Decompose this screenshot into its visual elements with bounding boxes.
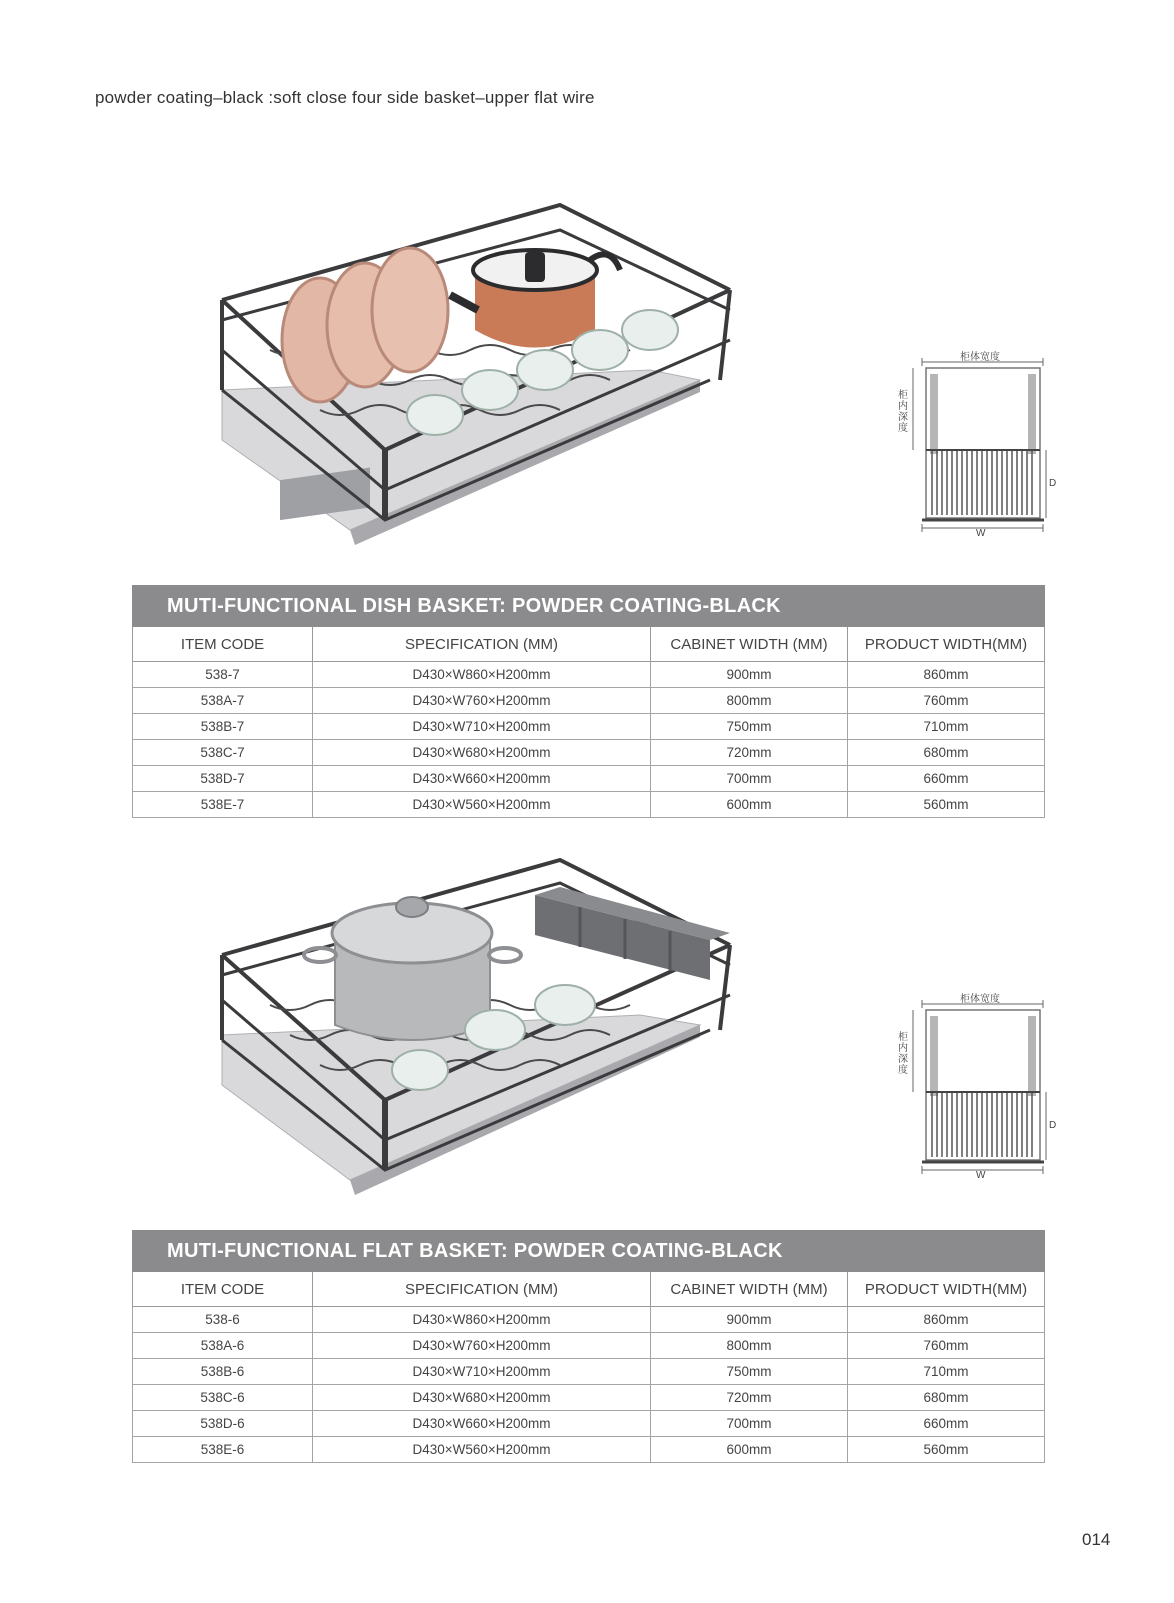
item-code-cell: 538A-6 [133, 1333, 313, 1359]
cabinet-width-cell: 900mm [651, 662, 848, 688]
specification-cell: D430×W760×H200mm [313, 1333, 651, 1359]
flat-basket-image [210, 855, 770, 1200]
cabinet-width-cell: 900mm [651, 1307, 848, 1333]
product-width-cell: 860mm [848, 662, 1045, 688]
table-row [133, 688, 1045, 714]
cabinet-width-cell: 720mm [651, 1385, 848, 1411]
item-code-cell: 538B-6 [133, 1359, 313, 1385]
specification-cell: D430×W680×H200mm [313, 740, 651, 766]
item-code-cell: 538D-6 [133, 1411, 313, 1437]
column-header-cabinet-width: CABINET WIDTH (MM) [651, 1272, 848, 1307]
cabinet-depth-label: 柜内深度 [898, 390, 908, 434]
width-label: W [976, 528, 986, 539]
item-code-cell: 538-7 [133, 662, 313, 688]
cabinet-width-cell: 800mm [651, 1333, 848, 1359]
specification-cell: D430×W860×H200mm [313, 662, 651, 688]
table-row [133, 1333, 1045, 1359]
table-row [133, 1411, 1045, 1437]
product-width-cell: 760mm [848, 1333, 1045, 1359]
cabinet-depth-label: 柜内深度 [898, 1032, 908, 1076]
cabinet-width-label: 柜体宽度 [960, 352, 1000, 363]
product-width-cell: 710mm [848, 1359, 1045, 1385]
item-code-cell: 538-6 [133, 1307, 313, 1333]
column-header-cabinet-width: CABINET WIDTH (MM) [651, 627, 848, 662]
specification-cell: D430×W680×H200mm [313, 1385, 651, 1411]
item-code-cell: 538A-7 [133, 688, 313, 714]
product-width-cell: 660mm [848, 766, 1045, 792]
specification-cell: D430×W560×H200mm [313, 792, 651, 818]
column-header-product-width: PRODUCT WIDTH(MM) [848, 627, 1045, 662]
flat-basket-spec-table [132, 1230, 1045, 1463]
product-width-cell: 660mm [848, 1411, 1045, 1437]
specification-cell: D430×W560×H200mm [313, 1437, 651, 1463]
column-header-item-code: ITEM CODE [133, 627, 313, 662]
table-row [133, 1437, 1045, 1463]
cabinet-width-cell: 700mm [651, 1411, 848, 1437]
specification-cell: D430×W710×H200mm [313, 1359, 651, 1385]
table-row [133, 740, 1045, 766]
table-row [133, 1359, 1045, 1385]
specification-cell: D430×W660×H200mm [313, 766, 651, 792]
item-code-cell: 538D-7 [133, 766, 313, 792]
specification-cell: D430×W660×H200mm [313, 1411, 651, 1437]
table-row [133, 792, 1045, 818]
cabinet-width-cell: 720mm [651, 740, 848, 766]
cabinet-width-cell: 700mm [651, 766, 848, 792]
depth-label: D [1049, 478, 1057, 489]
product-width-cell: 860mm [848, 1307, 1045, 1333]
product-width-cell: 710mm [848, 714, 1045, 740]
cabinet-width-cell: 600mm [651, 1437, 848, 1463]
cabinet-width-cell: 750mm [651, 714, 848, 740]
table-row [133, 766, 1045, 792]
depth-label: D [1049, 1120, 1057, 1131]
dish-basket-image [210, 200, 770, 560]
cabinet-width-cell: 800mm [651, 688, 848, 714]
cabinet-width-cell: 600mm [651, 792, 848, 818]
table-row [133, 714, 1045, 740]
product-width-cell: 760mm [848, 688, 1045, 714]
table-title: MUTI-FUNCTIONAL DISH BASKET: POWDER COATING-BLACK [133, 586, 1045, 627]
item-code-cell: 538B-7 [133, 714, 313, 740]
table-row [133, 1307, 1045, 1333]
cabinet-width-label: 柜体宽度 [960, 994, 1000, 1005]
page-number: 014 [1082, 1530, 1111, 1549]
table-row [133, 1385, 1045, 1411]
dish-basket-spec-table [132, 585, 1045, 818]
dimension-diagram-2 [898, 992, 1058, 1187]
product-width-cell: 560mm [848, 792, 1045, 818]
specification-cell: D430×W760×H200mm [313, 688, 651, 714]
column-header-item-code: ITEM CODE [133, 1272, 313, 1307]
page-header: powder coating–black :soft close four side basket–upper flat wire [95, 88, 595, 107]
width-label: W [976, 1170, 986, 1181]
cabinet-width-cell: 750mm [651, 1359, 848, 1385]
item-code-cell: 538E-7 [133, 792, 313, 818]
column-header-specification: SPECIFICATION (MM) [313, 627, 651, 662]
product-width-cell: 560mm [848, 1437, 1045, 1463]
specification-cell: D430×W860×H200mm [313, 1307, 651, 1333]
table-title: MUTI-FUNCTIONAL FLAT BASKET: POWDER COATING-BLACK [133, 1231, 1045, 1272]
dimension-diagram-1 [898, 350, 1058, 545]
column-header-product-width: PRODUCT WIDTH(MM) [848, 1272, 1045, 1307]
product-width-cell: 680mm [848, 740, 1045, 766]
product-width-cell: 680mm [848, 1385, 1045, 1411]
item-code-cell: 538C-7 [133, 740, 313, 766]
column-header-specification: SPECIFICATION (MM) [313, 1272, 651, 1307]
specification-cell: D430×W710×H200mm [313, 714, 651, 740]
item-code-cell: 538C-6 [133, 1385, 313, 1411]
table-row [133, 662, 1045, 688]
item-code-cell: 538E-6 [133, 1437, 313, 1463]
